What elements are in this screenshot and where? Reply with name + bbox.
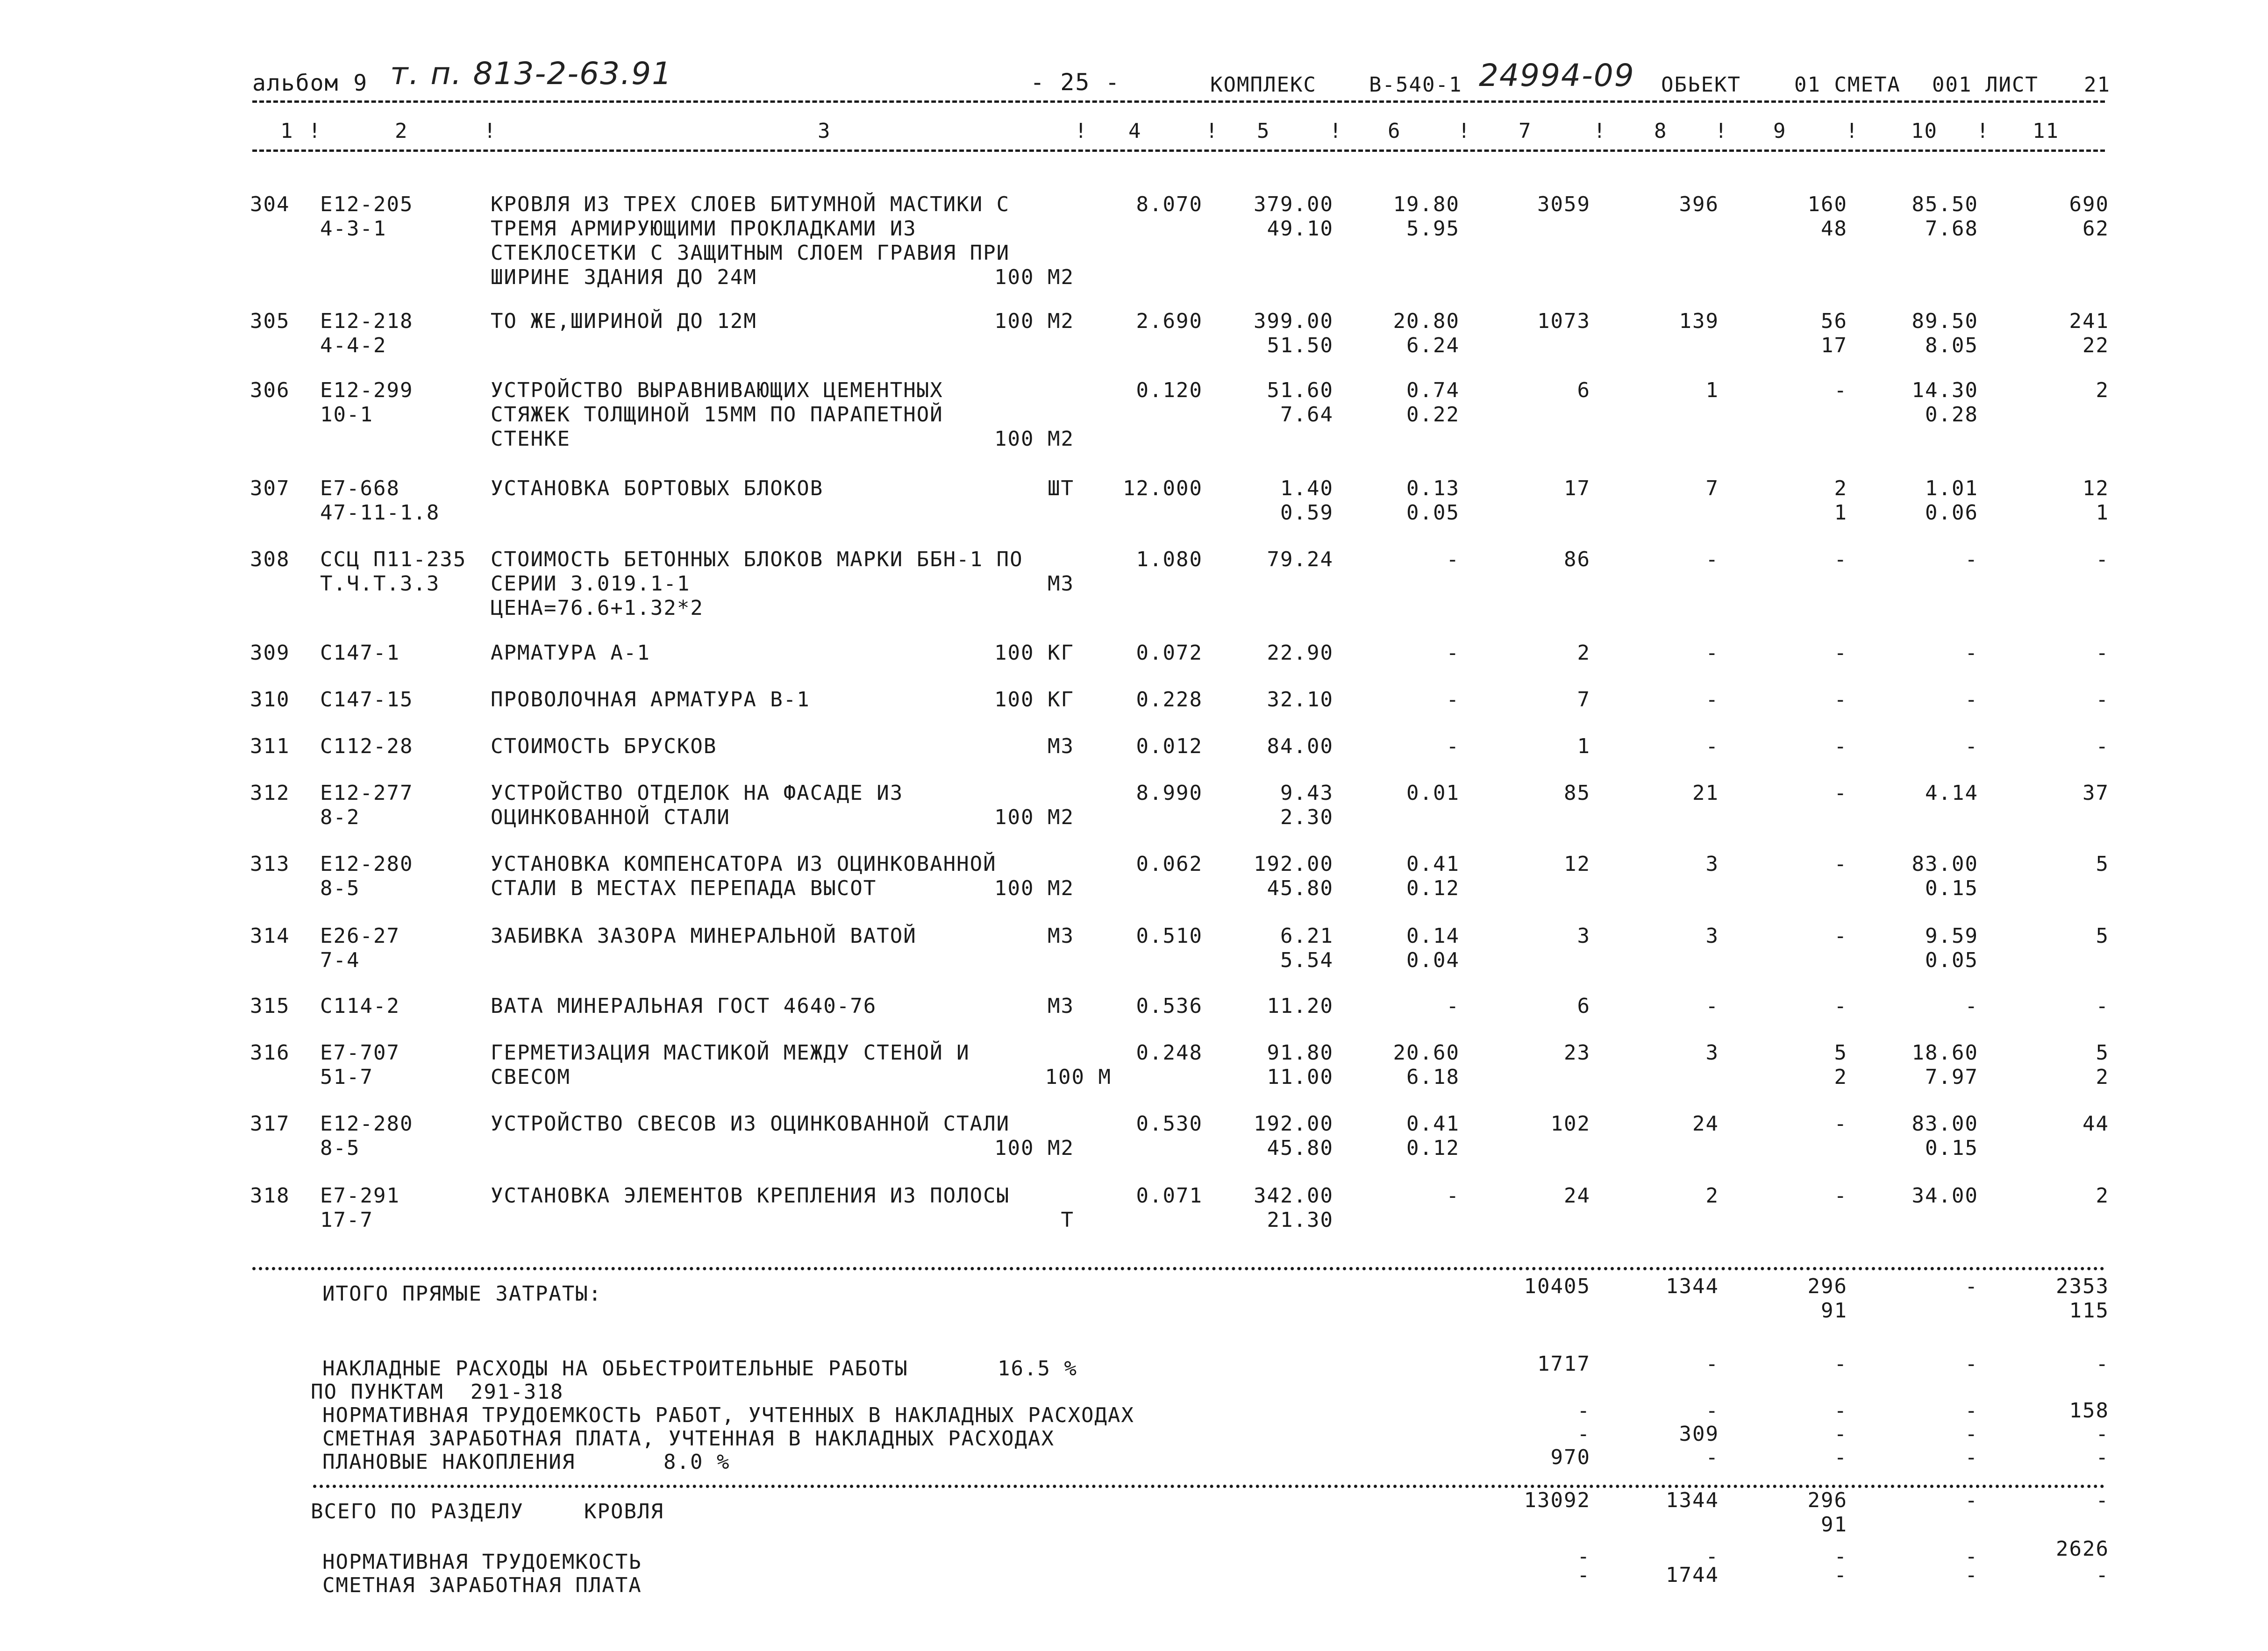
row-code: Е12-218 4-4-2 <box>320 309 414 357</box>
row-number: 316 <box>250 1041 290 1065</box>
row-col6: - <box>1446 688 1460 712</box>
row-col7: 3059 <box>1537 192 1590 216</box>
row-number: 317 <box>250 1112 290 1136</box>
row-description: ТО ЖЕ,ШИРИНОЙ ДО 12М <box>491 309 757 333</box>
column-separator: ! <box>308 119 322 143</box>
row-unit: ШТ <box>1048 477 1074 500</box>
row-unit: 100 КГ <box>994 641 1074 665</box>
row-col11: - <box>2096 548 2109 571</box>
row-code: Е7-668 47-11-1.8 <box>320 477 440 525</box>
nakl-label: НАКЛАДНЫЕ РАСХОДЫ НА ОБЬЕСТРОИТЕЛЬНЫЕ РАБОТЫ <box>322 1357 908 1381</box>
row-col9: - <box>1834 1184 1847 1208</box>
row-code: С147-1 <box>320 641 400 665</box>
row-col10: 4.14 <box>1925 781 1978 805</box>
column-separator: ! <box>1075 119 1088 143</box>
summary-divider <box>252 1267 2105 1270</box>
row-code: С114-2 <box>320 994 400 1018</box>
row-col10: - <box>1965 994 1978 1018</box>
row-col9: - <box>1834 781 1847 805</box>
nakl-col11: - <box>2096 1352 2109 1376</box>
column-separator: ! <box>1846 119 1859 143</box>
row-quantity: 8.070 <box>1136 192 1203 216</box>
norm-col7: - <box>1577 1544 1590 1568</box>
row-col11: 5 2 <box>2096 1041 2109 1089</box>
row-unit: 100 КГ <box>994 688 1074 712</box>
row-col7: 12 <box>1564 852 1590 876</box>
vsego-col8: 1344 <box>1666 1488 1719 1512</box>
row-col6: 0.13 0.05 <box>1406 477 1460 525</box>
row-col9: - <box>1834 548 1847 571</box>
row-col6: - <box>1446 1184 1460 1208</box>
row-unit: 100 М <box>1045 1065 1112 1089</box>
trud-col9: - <box>1834 1399 1847 1423</box>
row-col9: - <box>1834 1112 1847 1136</box>
row-col6: - <box>1446 994 1460 1018</box>
row-quantity: 0.120 <box>1136 378 1203 402</box>
trud-label: НОРМАТИВНАЯ ТРУДОЕМКОСТЬ РАБОТ, УЧТЕННЫХ В НАКЛАДНЫХ РАСХОДАХ <box>322 1403 1134 1427</box>
row-col6: 20.80 6.24 <box>1393 309 1460 357</box>
vsego-col9: 296 91 <box>1807 1488 1847 1537</box>
column-header: 1 <box>280 119 294 143</box>
row-unit: 100 М2 <box>994 309 1074 333</box>
row-col8: 139 <box>1679 309 1719 333</box>
row-description: ВАТА МИНЕРАЛЬНАЯ ГОСТ 4640-76 <box>491 994 877 1018</box>
vsego-col10: - <box>1965 1488 1978 1512</box>
row-col6: 20.60 6.18 <box>1393 1041 1460 1089</box>
row-col6: 19.80 5.95 <box>1393 192 1460 241</box>
norm-col11: 2626 <box>2056 1537 2109 1561</box>
column-header: 11 <box>2033 119 2059 143</box>
row-description: УСТАНОВКА КОМПЕНСАТОРА ИЗ ОЦИНКОВАННОЙ СТАЛИ В МЕСТАХ ПЕРЕПАДА ВЫСОТ <box>491 852 997 900</box>
row-col11: 241 22 <box>2069 309 2109 357</box>
row-col6: 0.41 0.12 <box>1406 852 1460 900</box>
plan-col11: - <box>2096 1445 2109 1469</box>
row-col8: - <box>1705 688 1719 712</box>
column-header: 6 <box>1388 119 1401 143</box>
row-quantity: 0.536 <box>1136 994 1203 1018</box>
vsego-col7: 13092 <box>1524 1488 1590 1512</box>
vsego-col11: - <box>2096 1488 2109 1512</box>
row-col7: 86 <box>1564 548 1590 571</box>
norm-label: НОРМАТИВНАЯ ТРУДОЕМКОСТЬ <box>322 1550 642 1574</box>
itogo-col7: 10405 <box>1524 1274 1590 1298</box>
row-col10: 34.00 <box>1911 1184 1978 1208</box>
row-col5: 192.00 45.80 <box>1254 1112 1334 1160</box>
zp-col9: - <box>1834 1422 1847 1446</box>
row-col10: 89.50 8.05 <box>1911 309 1978 357</box>
row-unit: М3 <box>1048 572 1074 596</box>
row-unit: М3 <box>1048 994 1074 1018</box>
row-number: 315 <box>250 994 290 1018</box>
row-col8: 1 <box>1705 378 1719 402</box>
norm-col8: - <box>1705 1544 1719 1568</box>
row-col10: 9.59 0.05 <box>1925 924 1978 972</box>
row-number: 318 <box>250 1184 290 1208</box>
row-col9: - <box>1834 734 1847 758</box>
row-col11: - <box>2096 688 2109 712</box>
row-col11: 690 62 <box>2069 192 2109 241</box>
row-col8: - <box>1705 734 1719 758</box>
plan-percent: 8.0 % <box>663 1450 730 1474</box>
column-header: 9 <box>1773 119 1787 143</box>
row-description: ПРОВОЛОЧНАЯ АРМАТУРА В-1 <box>491 688 810 712</box>
row-col8: - <box>1705 641 1719 665</box>
row-col7: 23 <box>1564 1041 1590 1065</box>
row-col5: 51.60 7.64 <box>1267 378 1334 427</box>
row-col7: 6 <box>1577 378 1590 402</box>
row-col8: 3 <box>1705 1041 1719 1065</box>
column-header: 10 <box>1911 119 1938 143</box>
row-col9: - <box>1834 378 1847 402</box>
row-number: 313 <box>250 852 290 876</box>
column-header: 4 <box>1128 119 1142 143</box>
sheet-number: 21 <box>2084 73 2111 97</box>
column-separator: ! <box>1205 119 1219 143</box>
row-number: 305 <box>250 309 290 333</box>
itogo-col10: - <box>1965 1274 1978 1298</box>
page-number: - 25 - <box>1030 69 1120 96</box>
column-header: 3 <box>818 119 831 143</box>
row-description: УСТРОЙСТВО ОТДЕЛОК НА ФАСАДЕ ИЗ ОЦИНКОВАННОЙ СТАЛИ <box>491 781 904 829</box>
row-col11: 2 <box>2096 378 2109 402</box>
column-separator: ! <box>484 119 497 143</box>
nakl-percent: 16.5 % <box>998 1357 1077 1381</box>
smzp-col7: - <box>1577 1563 1590 1587</box>
plan-label: ПЛАНОВЫЕ НАКОПЛЕНИЯ <box>322 1450 576 1474</box>
row-col10: 85.50 7.68 <box>1911 192 1978 241</box>
row-description: УСТАНОВКА ЭЛЕМЕНТОВ КРЕПЛЕНИЯ ИЗ ПОЛОСЫ <box>491 1184 1010 1208</box>
complex-label: КОМПЛЕКС <box>1210 73 1317 97</box>
row-col9: - <box>1834 688 1847 712</box>
row-code: Е12-277 8-2 <box>320 781 414 829</box>
row-col5: 1.40 0.59 <box>1280 477 1334 525</box>
row-description: УСТРОЙСТВО ВЫРАВНИВАЮЩИХ ЦЕМЕНТНЫХ СТЯЖЕК ТОЛЩИНОЙ 15ММ ПО ПАРАПЕТНОЙ СТЕНКЕ <box>491 378 943 451</box>
row-unit: Т <box>1061 1208 1074 1232</box>
smzp-col11: - <box>2096 1563 2109 1587</box>
row-description: КРОВЛЯ ИЗ ТРЕХ СЛОЕВ БИТУМНОЙ МАСТИКИ С ТРЕМЯ АРМИРУЮЩИМИ ПРОКЛАДКАМИ ИЗ СТЕКЛОСЕТКИ С ЗАЩИТНЫМ СЛОЕМ ГРАВИЯ ПРИ ШИРИНЕ ЗДАНИЯ ДО 24М <box>491 192 1010 289</box>
row-col10: 1.01 0.06 <box>1925 477 1978 525</box>
row-col9: - <box>1834 994 1847 1018</box>
column-header: 5 <box>1257 119 1270 143</box>
smeta-number: 001 ЛИСТ <box>1932 73 2039 97</box>
row-quantity: 0.071 <box>1136 1184 1203 1208</box>
row-col10: 83.00 0.15 <box>1911 852 1978 900</box>
row-col5: 84.00 <box>1267 734 1334 758</box>
row-quantity: 1.080 <box>1136 548 1203 571</box>
row-unit: 100 М2 <box>994 265 1074 289</box>
row-quantity: 0.510 <box>1136 924 1203 948</box>
row-col5: 79.24 <box>1267 548 1334 571</box>
row-description: АРМАТУРА А-1 <box>491 641 650 665</box>
row-unit: 100 М2 <box>994 876 1074 900</box>
header-rule-top <box>252 100 2105 103</box>
row-number: 304 <box>250 192 290 216</box>
row-col7: 7 <box>1577 688 1590 712</box>
row-col6: - <box>1446 641 1460 665</box>
plan-col10: - <box>1965 1445 1978 1469</box>
row-number: 311 <box>250 734 290 758</box>
norm-col9: - <box>1834 1544 1847 1568</box>
row-col7: 17 <box>1564 477 1590 500</box>
row-number: 307 <box>250 477 290 500</box>
column-header: 8 <box>1654 119 1668 143</box>
row-col8: 7 <box>1705 477 1719 500</box>
row-col5: 91.80 11.00 <box>1267 1041 1334 1089</box>
row-unit: 100 М2 <box>994 1136 1074 1160</box>
row-col9: - <box>1834 852 1847 876</box>
row-col5: 399.00 51.50 <box>1254 309 1334 357</box>
row-col5: 192.00 45.80 <box>1254 852 1334 900</box>
row-col5: 32.10 <box>1267 688 1334 712</box>
row-col10: 14.30 0.28 <box>1911 378 1978 427</box>
column-separator: ! <box>1458 119 1471 143</box>
row-col5: 22.90 <box>1267 641 1334 665</box>
zp-label: СМЕТНАЯ ЗАРАБОТНАЯ ПЛАТА, УЧТЕННАЯ В НАКЛАДНЫХ РАСХОДАХ <box>322 1427 1055 1451</box>
row-code: Е7-291 17-7 <box>320 1184 400 1232</box>
row-unit: М3 <box>1048 924 1074 948</box>
row-col7: 3 <box>1577 924 1590 948</box>
row-col11: 37 <box>2083 781 2109 805</box>
row-quantity: 0.062 <box>1136 852 1203 876</box>
row-col7: 102 <box>1550 1112 1590 1136</box>
vsego-section: КРОВЛЯ <box>584 1500 664 1523</box>
nakl-col7: 1717 <box>1537 1352 1590 1376</box>
row-number: 309 <box>250 641 290 665</box>
row-col6: 0.01 <box>1406 781 1460 805</box>
row-col6: 0.14 0.04 <box>1406 924 1460 972</box>
smzp-col10: - <box>1965 1563 1978 1587</box>
punkty-label: ПО ПУНКТАМ 291-318 <box>311 1380 564 1404</box>
row-col8: 3 <box>1705 924 1719 948</box>
object-number: 01 СМЕТА <box>1794 73 1901 97</box>
row-col7: 1073 <box>1537 309 1590 333</box>
row-code: Е7-707 51-7 <box>320 1041 400 1089</box>
row-number: 312 <box>250 781 290 805</box>
row-unit: М3 <box>1048 734 1074 758</box>
row-col11: 44 <box>2083 1112 2109 1136</box>
row-quantity: 12.000 <box>1123 477 1203 500</box>
complex-code: В-540-1 <box>1369 73 1462 97</box>
plan-col8: - <box>1705 1445 1719 1469</box>
column-separator: ! <box>1329 119 1343 143</box>
header-rule-bottom <box>252 149 2105 152</box>
row-col7: 2 <box>1577 641 1590 665</box>
row-code: Е12-205 4-3-1 <box>320 192 414 241</box>
row-col11: 2 <box>2096 1184 2109 1208</box>
row-col9: 56 17 <box>1821 309 1847 357</box>
itogo-label: ИТОГО ПРЯМЫЕ ЗАТРАТЫ: <box>322 1282 602 1306</box>
row-col5: 6.21 5.54 <box>1280 924 1334 972</box>
row-quantity: 0.072 <box>1136 641 1203 665</box>
row-description: ГЕРМЕТИЗАЦИЯ МАСТИКОЙ МЕЖДУ СТЕНОЙ И СВЕСОМ <box>491 1041 970 1089</box>
row-code: Е12-280 8-5 <box>320 852 414 900</box>
row-col9: - <box>1834 924 1847 948</box>
row-col9: 160 48 <box>1807 192 1847 241</box>
zp-col11: - <box>2096 1422 2109 1446</box>
trud-col8: - <box>1705 1399 1719 1423</box>
row-description: СТОИМОСТЬ БРУСКОВ <box>491 734 717 758</box>
smzp-col9: - <box>1834 1563 1847 1587</box>
total-divider <box>313 1485 2105 1488</box>
row-col8: 3 <box>1705 852 1719 876</box>
row-col10: - <box>1965 548 1978 571</box>
row-col6: 0.74 0.22 <box>1406 378 1460 427</box>
row-col10: - <box>1965 688 1978 712</box>
row-col9: 2 1 <box>1834 477 1847 525</box>
row-col7: 85 <box>1564 781 1590 805</box>
row-col10: - <box>1965 734 1978 758</box>
itogo-col9: 296 91 <box>1807 1274 1847 1323</box>
row-code: Е12-299 10-1 <box>320 378 414 427</box>
trud-col7: - <box>1577 1399 1590 1423</box>
column-separator: ! <box>1715 119 1728 143</box>
row-unit: 100 М2 <box>994 805 1074 829</box>
album-handwritten-ref: т. п. 813-2-63.91 <box>390 56 673 92</box>
row-col11: - <box>2096 641 2109 665</box>
row-description: ЗАБИВКА ЗАЗОРА МИНЕРАЛЬНОЙ ВАТОЙ <box>491 924 917 948</box>
row-col5: 342.00 21.30 <box>1254 1184 1334 1232</box>
row-number: 308 <box>250 548 290 571</box>
row-col10: 83.00 0.15 <box>1911 1112 1978 1160</box>
row-quantity: 0.228 <box>1136 688 1203 712</box>
column-separator: ! <box>1976 119 1990 143</box>
row-col8: 2 <box>1705 1184 1719 1208</box>
row-col8: 21 <box>1692 781 1719 805</box>
column-separator: ! <box>1593 119 1607 143</box>
row-col9: - <box>1834 641 1847 665</box>
row-col6: 0.41 0.12 <box>1406 1112 1460 1160</box>
zp-col7: - <box>1577 1422 1590 1446</box>
row-unit: 100 М2 <box>994 427 1074 451</box>
row-col8: 396 <box>1679 192 1719 216</box>
row-code: ССЦ П11-235 Т.Ч.Т.3.3 <box>320 548 467 596</box>
nakl-col8: - <box>1705 1352 1719 1376</box>
itogo-col11: 2353 115 <box>2056 1274 2109 1323</box>
row-col5: 9.43 2.30 <box>1280 781 1334 829</box>
row-quantity: 0.248 <box>1136 1041 1203 1065</box>
row-number: 310 <box>250 688 290 712</box>
row-code: С112-28 <box>320 734 414 758</box>
row-col8: 24 <box>1692 1112 1719 1136</box>
zp-col10: - <box>1965 1422 1978 1446</box>
zp-col8: 309 <box>1679 1422 1719 1446</box>
smzp-label: СМЕТНАЯ ЗАРАБОТНАЯ ПЛАТА <box>322 1573 642 1597</box>
row-col6: - <box>1446 734 1460 758</box>
row-code: Е26-27 7-4 <box>320 924 400 972</box>
row-quantity: 8.990 <box>1136 781 1203 805</box>
row-col11: - <box>2096 994 2109 1018</box>
row-col8: - <box>1705 548 1719 571</box>
row-col7: 6 <box>1577 994 1590 1018</box>
row-col11: 12 1 <box>2083 477 2109 525</box>
row-number: 306 <box>250 378 290 402</box>
row-description: УСТРОЙСТВО СВЕСОВ ИЗ ОЦИНКОВАННОЙ СТАЛИ <box>491 1112 1010 1136</box>
row-number: 314 <box>250 924 290 948</box>
row-quantity: 0.530 <box>1136 1112 1203 1136</box>
row-col11: 5 <box>2096 852 2109 876</box>
vsego-label: ВСЕГО ПО РАЗДЕЛУ <box>311 1500 524 1523</box>
row-col5: 379.00 49.10 <box>1254 192 1334 241</box>
album-label: альбом 9 <box>252 70 368 96</box>
row-code: С147-15 <box>320 688 414 712</box>
object-label: ОБЬЕКТ <box>1661 73 1741 97</box>
row-col11: - <box>2096 734 2109 758</box>
row-description: СТОИМОСТЬ БЕТОННЫХ БЛОКОВ МАРКИ ББН-1 ПО СЕРИИ 3.019.1-1 ЦЕНА=76.6+1.32*2 <box>491 548 1023 620</box>
smzp-col8: 1744 <box>1666 1563 1719 1587</box>
itogo-col8: 1344 <box>1666 1274 1719 1298</box>
row-col7: 24 <box>1564 1184 1590 1208</box>
row-code: Е12-280 8-5 <box>320 1112 414 1160</box>
row-col7: 1 <box>1577 734 1590 758</box>
trud-col10: - <box>1965 1399 1978 1423</box>
row-col10: 18.60 7.97 <box>1911 1041 1978 1089</box>
row-description: УСТАНОВКА БОРТОВЫХ БЛОКОВ <box>491 477 824 500</box>
plan-col7: 970 <box>1550 1445 1590 1469</box>
row-col10: - <box>1965 641 1978 665</box>
complex-handwritten-number: 24994-09 <box>1479 57 1635 93</box>
row-quantity: 2.690 <box>1136 309 1203 333</box>
nakl-col9: - <box>1834 1352 1847 1376</box>
row-col5: 11.20 <box>1267 994 1334 1018</box>
trud-col11: 158 <box>2069 1399 2109 1423</box>
row-col9: 5 2 <box>1834 1041 1847 1089</box>
row-col11: 5 <box>2096 924 2109 948</box>
plan-col9: - <box>1834 1445 1847 1469</box>
column-header: 2 <box>395 119 408 143</box>
column-header: 7 <box>1519 119 1532 143</box>
norm-col10: - <box>1965 1544 1978 1568</box>
row-quantity: 0.012 <box>1136 734 1203 758</box>
row-col6: - <box>1446 548 1460 571</box>
nakl-col10: - <box>1965 1352 1978 1376</box>
row-col8: - <box>1705 994 1719 1018</box>
